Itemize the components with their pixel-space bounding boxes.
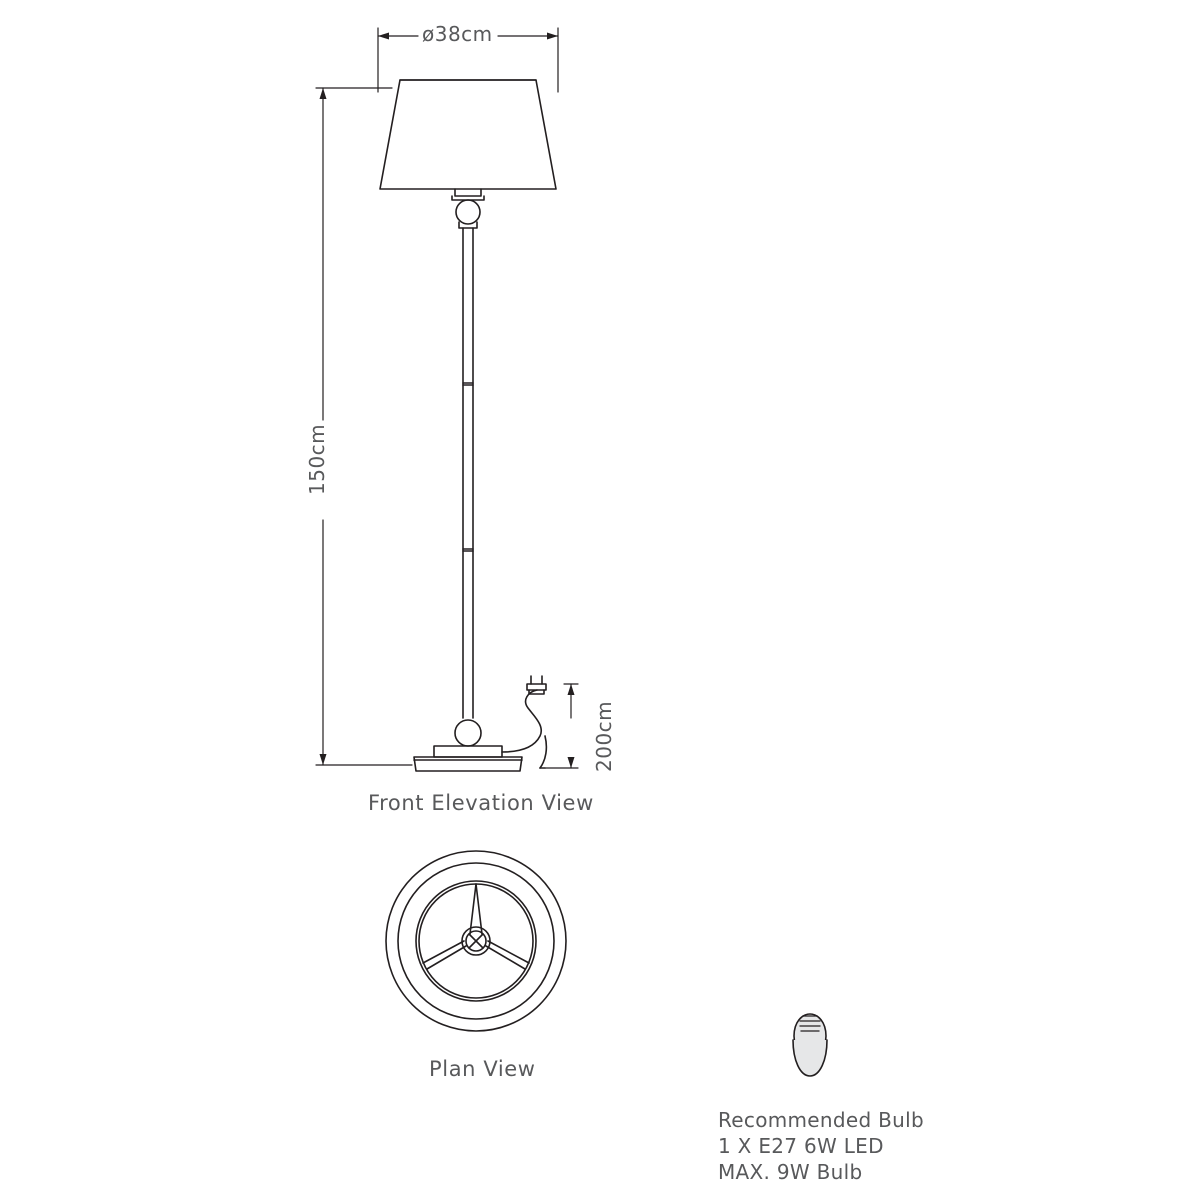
bulb-recommendation-line2: 1 X E27 6W LED bbox=[718, 1134, 884, 1158]
bulb-recommendation-line3: MAX. 9W Bulb bbox=[718, 1160, 863, 1184]
light-bulb-icon bbox=[793, 1014, 827, 1076]
plug-icon bbox=[527, 676, 546, 694]
lamp-base bbox=[414, 746, 522, 771]
lamp-shade bbox=[380, 80, 556, 189]
total-height-label: 150cm bbox=[305, 423, 329, 495]
lamp-stem bbox=[463, 228, 473, 718]
shade-diameter-label: ø38cm bbox=[422, 22, 493, 46]
front-elevation-caption: Front Elevation View bbox=[368, 791, 594, 815]
stem-upper-ball bbox=[456, 200, 480, 228]
bulb-recommendation-line1: Recommended Bulb bbox=[718, 1108, 924, 1132]
plan-view-caption: Plan View bbox=[429, 1057, 536, 1081]
shade-fitter bbox=[452, 189, 484, 200]
plan-view-drawing bbox=[386, 851, 566, 1031]
cable-dimension bbox=[545, 684, 578, 768]
stem-lower-ball bbox=[455, 720, 481, 746]
cable-length-label: 200cm bbox=[592, 700, 616, 772]
